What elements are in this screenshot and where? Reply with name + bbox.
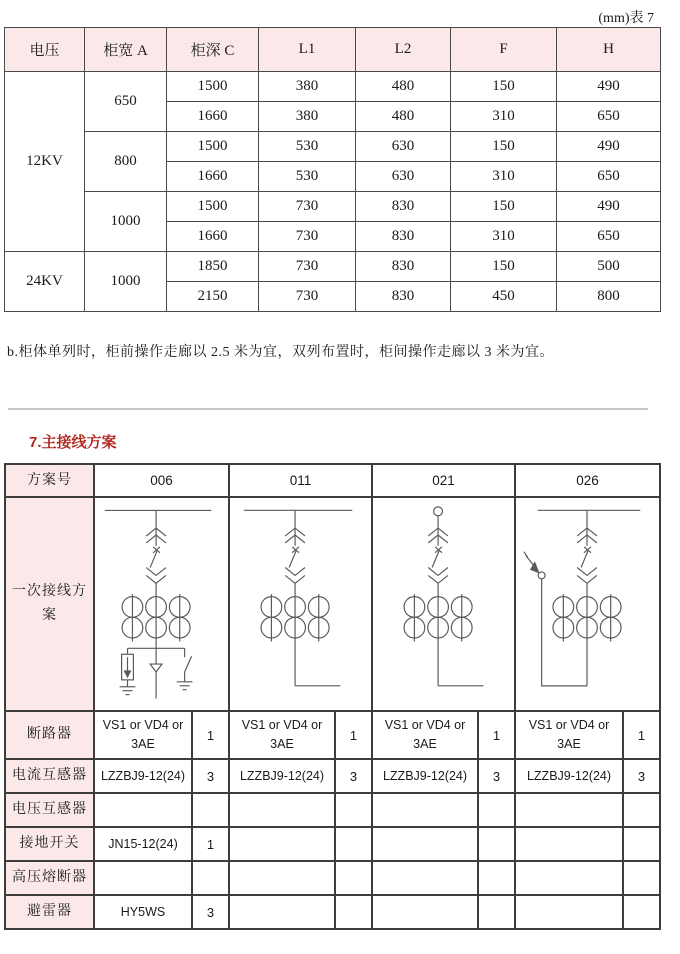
diagram-cell-006 (94, 497, 229, 711)
dimension-value-cell: 310 (451, 222, 557, 252)
note-b: b.柜体单列时，柜前操作走廊以 2.5 米为宜，双列布置时，柜间操作走廊以 3 米为宜。 (7, 345, 554, 360)
equipment-qty-cell (623, 895, 660, 929)
diagram-cell-026 (515, 497, 660, 711)
dimension-value-cell: 730 (259, 192, 356, 222)
dimension-value-cell: 1660 (167, 222, 259, 252)
equipment-qty-cell: 1 (478, 711, 515, 759)
dimension-value-cell: 310 (451, 102, 557, 132)
dimension-value-cell: 380 (259, 102, 356, 132)
equipment-qty-cell (478, 861, 515, 895)
equipment-qty-cell (623, 793, 660, 827)
section-heading: 7.主接线方案 (29, 434, 117, 451)
one-line-diagram-026 (516, 498, 659, 710)
dimension-value-cell: 1500 (167, 72, 259, 102)
header-cabinet-depth: 柜深 C (167, 28, 259, 72)
dimension-value-cell: 1500 (167, 132, 259, 162)
dimension-value-cell: 150 (451, 252, 557, 282)
equipment-qty-cell: 3 (335, 759, 372, 793)
equipment-model-cell: LZZBJ9-12(24) (515, 759, 623, 793)
equipment-qty-cell (335, 793, 372, 827)
equipment-model-cell (372, 895, 478, 929)
header-voltage: 电压 (5, 28, 85, 72)
voltage-cell: 12KV (5, 72, 85, 252)
dimension-value-cell: 530 (259, 162, 356, 192)
header-h: H (557, 28, 661, 72)
cabinet-width-cell: 800 (85, 132, 167, 192)
dimension-value-cell: 1660 (167, 102, 259, 132)
voltage-cell: 24KV (5, 252, 85, 312)
dimension-value-cell: 380 (259, 72, 356, 102)
equipment-qty-cell: 1 (192, 827, 229, 861)
equipment-label-cell: 高压熔断器 (5, 861, 94, 895)
dimension-value-cell: 530 (259, 132, 356, 162)
dimension-value-cell: 490 (557, 132, 661, 162)
dimension-value-cell: 1850 (167, 252, 259, 282)
equipment-model-cell (515, 861, 623, 895)
equipment-row (5, 861, 660, 895)
cable-head-icon (434, 507, 443, 516)
diagram-row (5, 497, 660, 711)
dimension-row (5, 252, 661, 282)
dimension-table-body (5, 72, 661, 312)
equipment-qty-cell (623, 861, 660, 895)
dimension-table (4, 27, 661, 312)
equipment-qty-cell (335, 827, 372, 861)
dimension-row (5, 192, 661, 222)
dimension-value-cell: 310 (451, 162, 557, 192)
dimension-value-cell: 800 (557, 282, 661, 312)
dimension-value-cell: 500 (557, 252, 661, 282)
equipment-model-cell: VS1 or VD4 or 3AE (94, 711, 192, 759)
diagram-cell-011 (229, 497, 372, 711)
dimension-value-cell: 650 (557, 222, 661, 252)
dimension-table-header-row (5, 28, 661, 72)
equipment-label-cell: 电流互感器 (5, 759, 94, 793)
equipment-qty-cell (623, 827, 660, 861)
equipment-label-cell: 电压互感器 (5, 793, 94, 827)
header-f: F (451, 28, 557, 72)
dimension-value-cell: 830 (356, 222, 451, 252)
equipment-model-cell (94, 861, 192, 895)
equipment-model-cell (94, 793, 192, 827)
header-l1: L1 (259, 28, 356, 72)
dimension-row (5, 72, 661, 102)
dimension-value-cell: 630 (356, 162, 451, 192)
dimension-value-cell: 650 (557, 162, 661, 192)
one-line-diagram-006 (95, 498, 228, 710)
dimension-row (5, 132, 661, 162)
equipment-model-cell (515, 793, 623, 827)
dimension-value-cell: 1660 (167, 162, 259, 192)
equipment-qty-cell: 3 (623, 759, 660, 793)
equipment-qty-cell (192, 793, 229, 827)
equipment-qty-cell: 3 (478, 759, 515, 793)
dimension-value-cell: 1500 (167, 192, 259, 222)
equipment-qty-cell (478, 895, 515, 929)
pt-branch-symbol (150, 648, 162, 698)
dimension-value-cell: 730 (259, 252, 356, 282)
equipment-qty-cell (478, 793, 515, 827)
equipment-model-cell: LZZBJ9-12(24) (229, 759, 335, 793)
one-line-diagram-011 (230, 498, 371, 710)
cabinet-width-cell: 650 (85, 72, 167, 132)
scheme-id-021: 021 (372, 464, 515, 497)
live-line-arrow-icon (524, 552, 539, 573)
equipment-label-cell: 避雷器 (5, 895, 94, 929)
dimension-value-cell: 480 (356, 72, 451, 102)
equipment-row (5, 759, 660, 793)
scheme-id-011: 011 (229, 464, 372, 497)
dimension-value-cell: 490 (557, 72, 661, 102)
dimension-value-cell: 150 (451, 72, 557, 102)
dimension-value-cell: 830 (356, 282, 451, 312)
equipment-model-cell (229, 861, 335, 895)
dimension-value-cell: 490 (557, 192, 661, 222)
equipment-row (5, 793, 660, 827)
dimension-value-cell: 650 (557, 102, 661, 132)
dimension-value-cell: 730 (259, 282, 356, 312)
equipment-qty-cell: 1 (335, 711, 372, 759)
cable-loop-back (538, 572, 587, 686)
cabinet-width-cell: 1000 (85, 252, 167, 312)
equipment-row (5, 895, 660, 929)
scheme-header-row (5, 464, 660, 497)
equipment-qty-cell: 3 (192, 759, 229, 793)
equipment-model-cell (229, 793, 335, 827)
equipment-label-cell: 断路器 (5, 711, 94, 759)
equipment-model-cell (372, 861, 478, 895)
header-l2: L2 (356, 28, 451, 72)
diagram-cell-021 (372, 497, 515, 711)
equipment-qty-cell (335, 895, 372, 929)
equipment-qty-cell: 1 (623, 711, 660, 759)
header-cabinet-width: 柜宽 A (85, 28, 167, 72)
dimension-value-cell: 150 (451, 132, 557, 162)
dimension-value-cell: 830 (356, 252, 451, 282)
table-caption: (mm)表 7 (598, 11, 654, 26)
scheme-id-026: 026 (515, 464, 660, 497)
equipment-model-cell: LZZBJ9-12(24) (372, 759, 478, 793)
one-line-diagram-021 (373, 498, 514, 710)
equipment-model-cell (229, 827, 335, 861)
section-divider (8, 408, 648, 410)
arrester-symbol (120, 648, 136, 694)
scheme-table (4, 463, 661, 930)
dimension-value-cell: 730 (259, 222, 356, 252)
cabinet-width-cell: 1000 (85, 192, 167, 252)
equipment-qty-cell (478, 827, 515, 861)
equipment-model-cell (372, 793, 478, 827)
dimension-value-cell: 150 (451, 192, 557, 222)
dimension-value-cell: 450 (451, 282, 557, 312)
equipment-model-cell (372, 827, 478, 861)
equipment-model-cell (515, 827, 623, 861)
equipment-label-cell: 接地开关 (5, 827, 94, 861)
equipment-qty-cell (192, 861, 229, 895)
equipment-model-cell: LZZBJ9-12(24) (94, 759, 192, 793)
equipment-model-cell: VS1 or VD4 or 3AE (515, 711, 623, 759)
dimension-value-cell: 630 (356, 132, 451, 162)
equipment-model-cell: HY5WS (94, 895, 192, 929)
dimension-value-cell: 830 (356, 192, 451, 222)
equipment-row (5, 827, 660, 861)
diagram-row-label: 一次接线方案 (5, 497, 94, 711)
equipment-row (5, 711, 660, 759)
equipment-model-cell (229, 895, 335, 929)
equipment-model-cell: JN15-12(24) (94, 827, 192, 861)
scheme-table-body (5, 497, 660, 929)
equipment-model-cell: VS1 or VD4 or 3AE (229, 711, 335, 759)
earthing-switch-symbol (177, 648, 193, 689)
dimension-value-cell: 480 (356, 102, 451, 132)
equipment-model-cell: VS1 or VD4 or 3AE (372, 711, 478, 759)
scheme-corner-label: 方案号 (5, 464, 94, 497)
equipment-model-cell (515, 895, 623, 929)
scheme-id-006: 006 (94, 464, 229, 497)
dimension-value-cell: 2150 (167, 282, 259, 312)
equipment-qty-cell: 3 (192, 895, 229, 929)
equipment-qty-cell: 1 (192, 711, 229, 759)
equipment-qty-cell (335, 861, 372, 895)
